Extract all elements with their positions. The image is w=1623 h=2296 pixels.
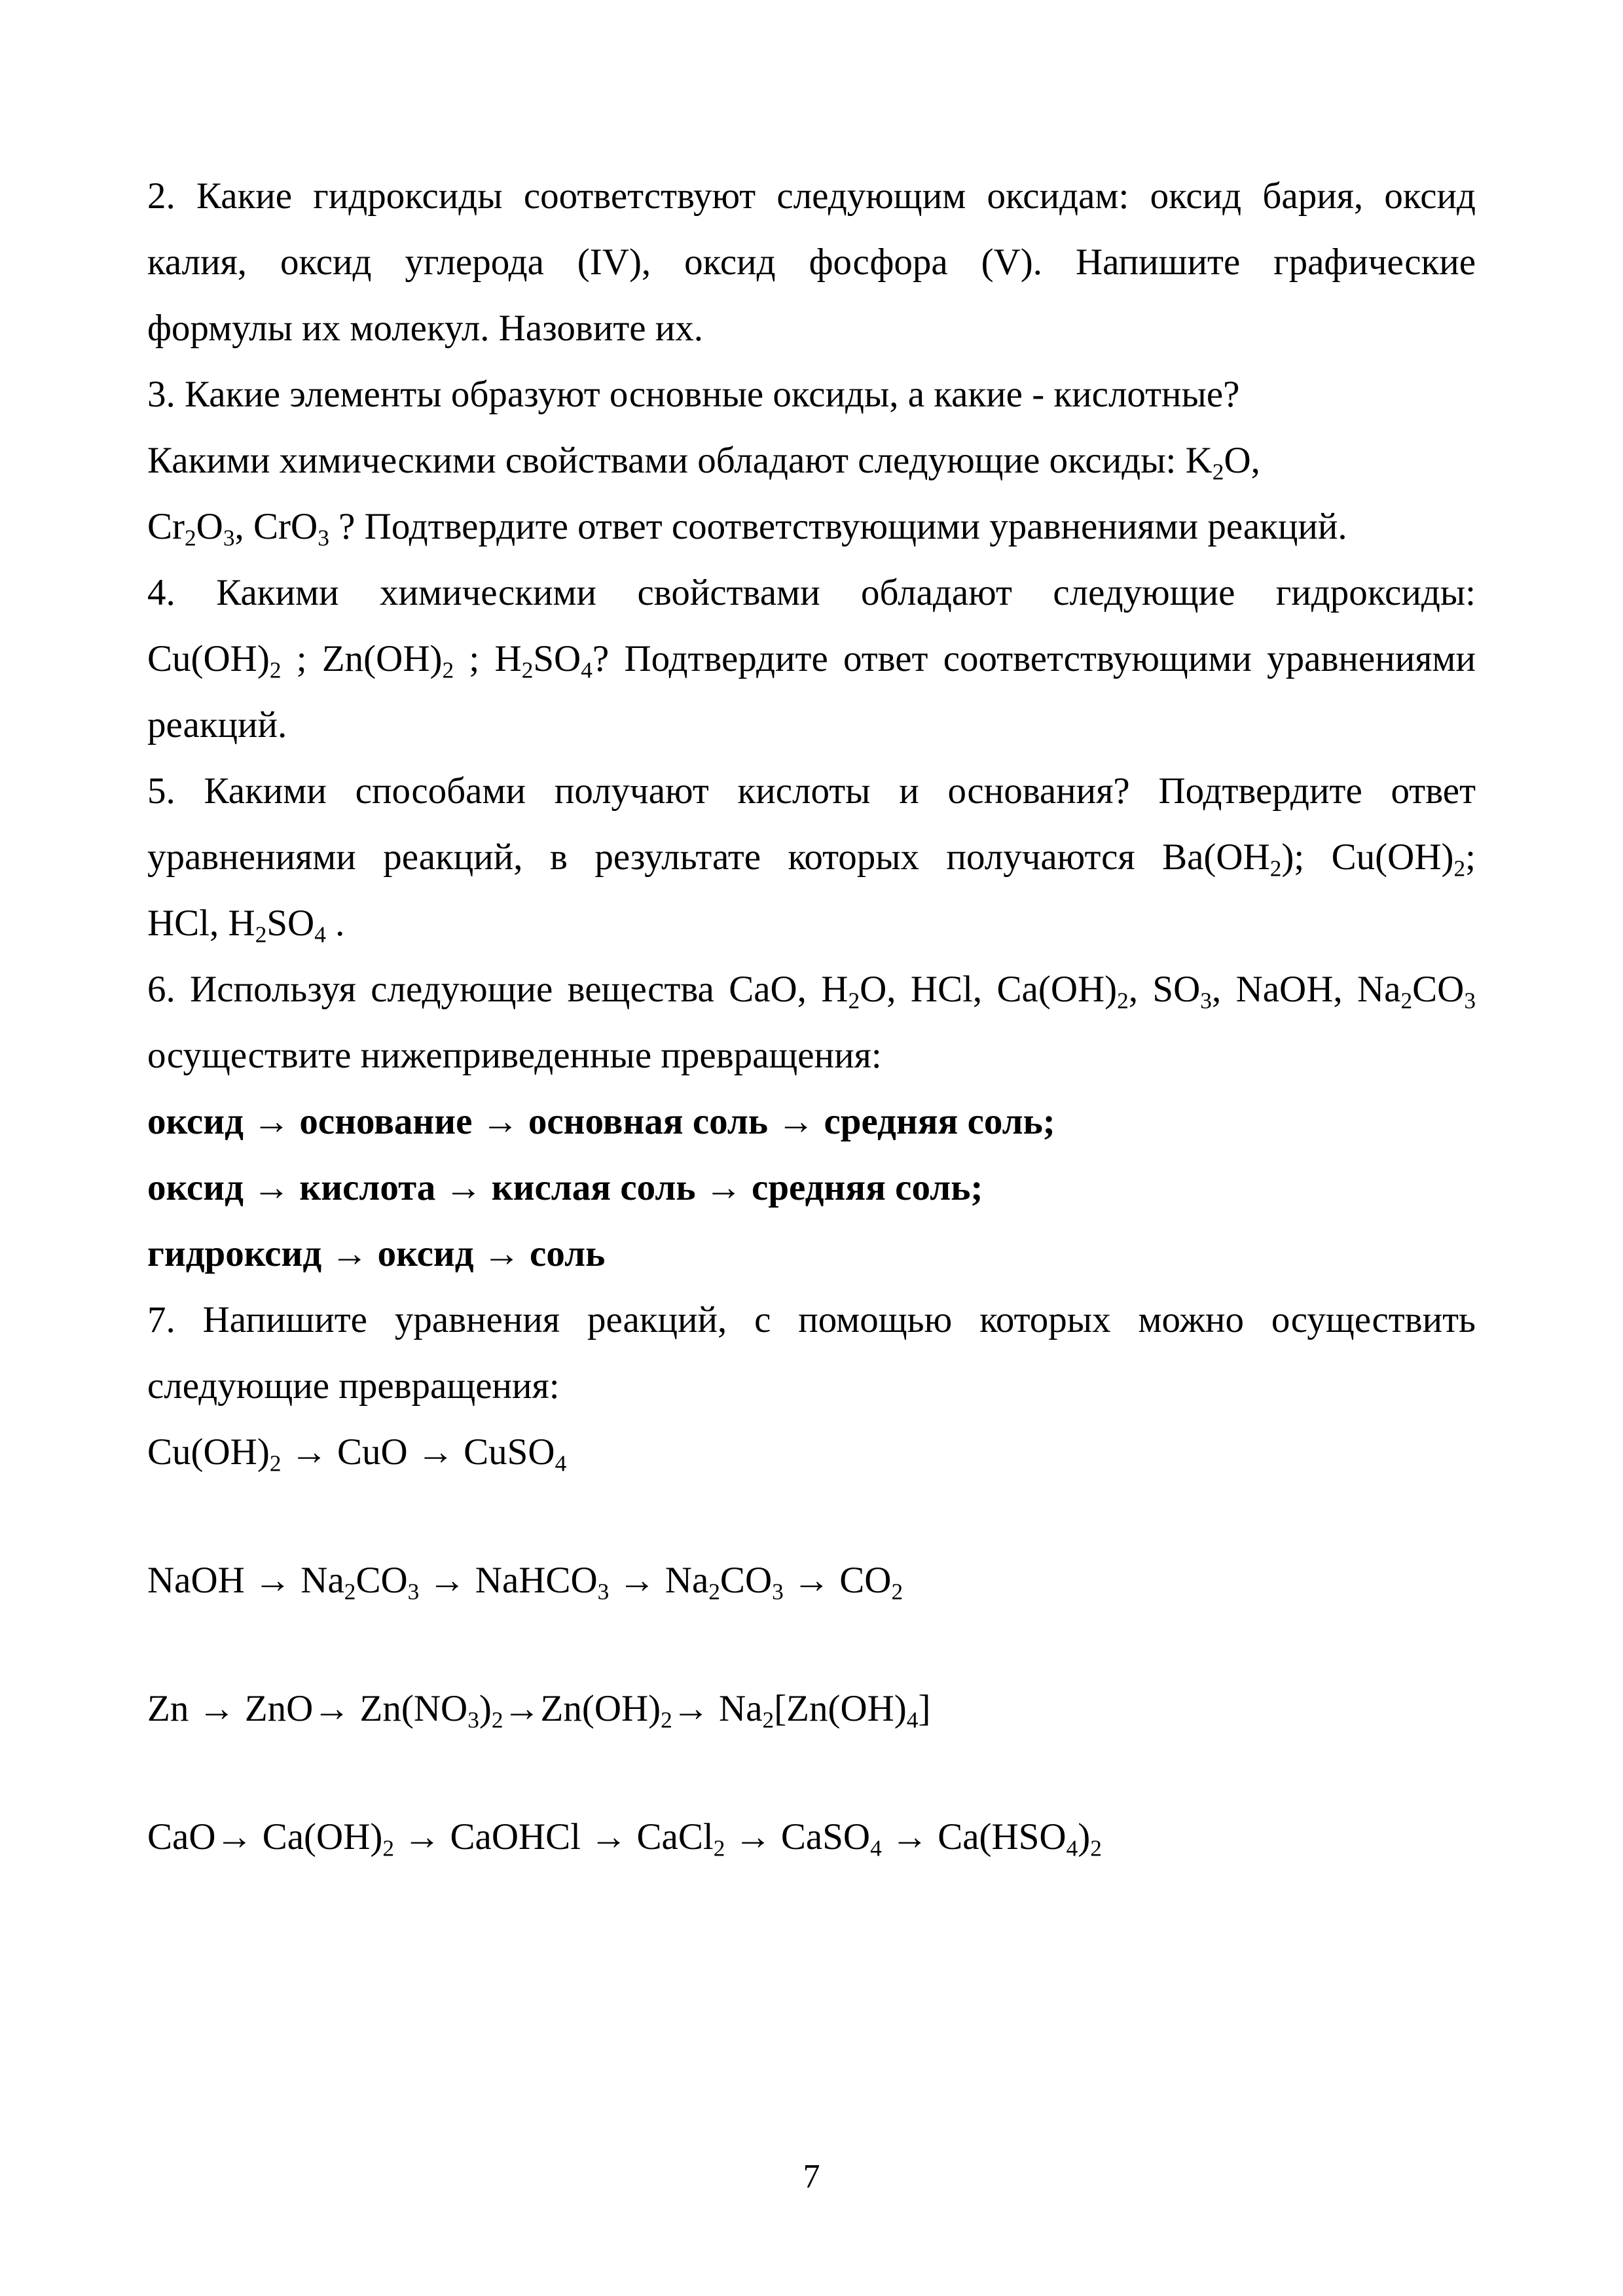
task-7-line-2: следующие превращения: bbox=[147, 1365, 560, 1407]
equation-line-3: $Zn \to ZnO\to Zn(NO_3)_2\to Zn(OH)_2\to Na_2[Zn(OH)_4]$ bbox=[147, 1688, 931, 1733]
equation-line-2: NaOH → $Na_2CO_3$ → NaHCO$_3$ → $Na_2CO_3 \to CO_2$ bbox=[147, 1560, 903, 1605]
scheme-line-2: оксид → кислота → кислая соль → средняя соль; bbox=[147, 1167, 983, 1208]
task-6-line-1: 6. Используя следующие вещества CaO, $H_2O$, HCl, $Ca(OH)_2$, $SO_3$, NaOH, $Na_2CO_3$ bbox=[147, 969, 1476, 1014]
task-3-line-1: 3. Какие элементы образуют основные оксиды, а какие - кислотные? bbox=[147, 374, 1240, 415]
task-5-line-1: 5. Какими способами получают кислоты и основания? Подтвердите ответ bbox=[147, 770, 1476, 812]
task-4-line-2: $Cu(OH)_2$ ; $Zn(OH)_2$ ; $H_2SO_4$? Подтвердите ответ соответствующими уравнениями bbox=[147, 638, 1476, 683]
equation-line-4: $CaO\to Ca(OH)_2$ → CaOHCl → CaCl$_2$ → CaSO$_4$ → $Ca(HSO_4)_2$ bbox=[147, 1816, 1102, 1861]
task-3-line-3: $Cr_2O_3$, CrO$_3$ ? Подтвердите ответ соответствующими уравнениями реакций. bbox=[147, 506, 1347, 551]
page-number: 7 bbox=[803, 2158, 820, 2195]
task-5-line-2: уравнениями реакций, в результате которых получаются $Ba(OH_2)$; $Cu(OH)_2$; bbox=[147, 836, 1476, 882]
equation-line-1: $Cu(OH)_2$ → CuO → CuSO$_4$ bbox=[147, 1431, 567, 1477]
task-5-line-3: HCl, $H_2SO_4$ . bbox=[147, 903, 345, 948]
scheme-line-1: оксид → основание → основная соль → средняя соль; bbox=[147, 1101, 1055, 1142]
task-2-line-3: формулы их молекул. Назовите их. bbox=[147, 308, 704, 349]
task-4-line-1: 4. Какими химическими свойствами обладают следующие гидроксиды: bbox=[147, 572, 1476, 613]
task-4-line-3: реакций. bbox=[147, 704, 287, 745]
task-2-line-1: 2. Какие гидроксиды соответствуют следующим оксидам: оксид бария, оксид bbox=[147, 175, 1476, 217]
text-block bbox=[147, 163, 1476, 1870]
task-6-line-2: осуществите нижеприведенные превращения: bbox=[147, 1035, 882, 1076]
task-3-line-2: Какими химическими свойствами обладают следующие оксиды: $K_2O$, bbox=[147, 440, 1260, 485]
scheme-line-3: гидроксид → оксид → соль bbox=[147, 1233, 606, 1274]
task-7-line-1: 7. Напишите уравнения реакций, с помощью которых можно осуществить bbox=[147, 1299, 1476, 1340]
task-2-line-2: калия, оксид углерода (IV), оксид фосфора (V). Напишите графические bbox=[147, 242, 1476, 283]
